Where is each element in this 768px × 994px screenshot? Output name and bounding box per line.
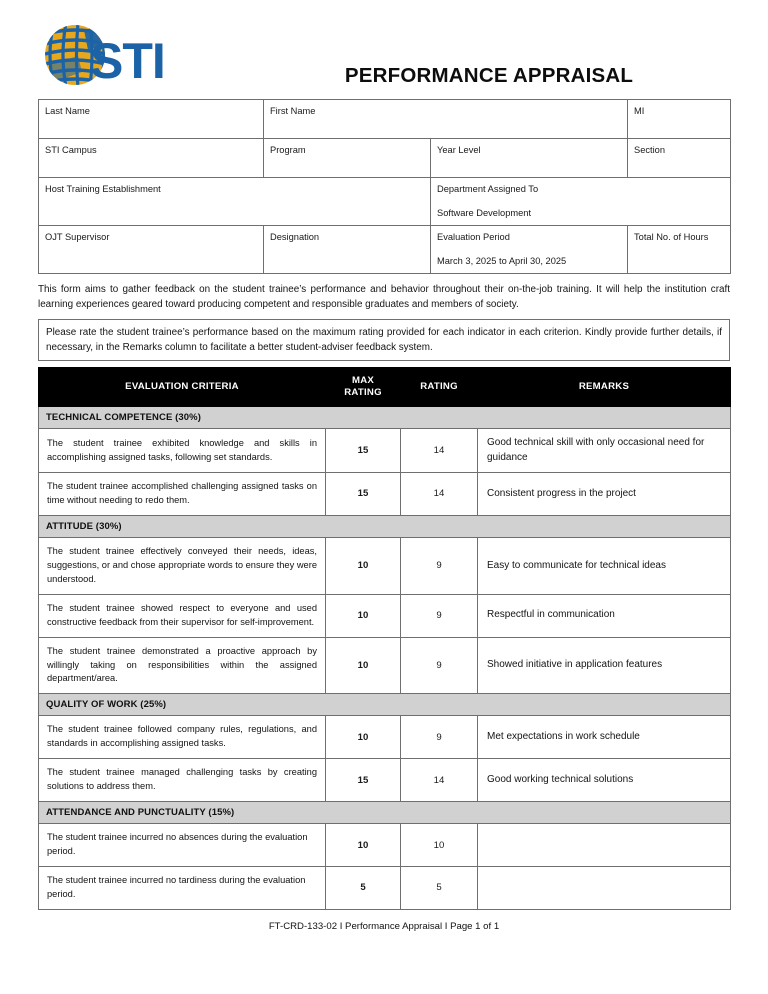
info-cell-designation[interactable] [264, 225, 431, 273]
rating-value[interactable]: 14 [401, 473, 478, 516]
remarks-value[interactable]: Good working technical solutions [478, 759, 731, 802]
evaluation-table-body [39, 407, 731, 910]
instruction-box: Please rate the student trainee’s performance based on the maximum rating provided for each indicator in each criterion. Kindly provide further details, if necessary, in the Remarks column to facilitate a better student-adviser feedback system. [38, 319, 730, 361]
table-row [39, 594, 731, 637]
criteria-text: The student trainee demonstrated a proactive approach by willingly taking on responsibilities within the assigned department/area. [39, 637, 326, 694]
section-header-technical-competence [39, 407, 731, 429]
intro-paragraph: This form aims to gather feedback on the student trainee’s performance and behavior throughout their on-the-job training. It will help the institution craft learning experiences geared toward producing competent and responsible graduates and members of society. [38, 283, 730, 310]
max-rating-line2: RATING [344, 387, 382, 399]
section-title: QUALITY OF WORK (25%) [39, 694, 731, 716]
criteria-text: The student trainee managed challenging tasks by creating solutions to address them. [39, 759, 326, 802]
max-rating-value: 10 [326, 537, 401, 594]
info-label-mi: MI [634, 106, 645, 116]
max-rating-value: 15 [326, 473, 401, 516]
remarks-value[interactable]: Easy to communicate for technical ideas [478, 537, 731, 594]
table-row [39, 759, 731, 802]
evaluation-table [38, 367, 731, 910]
table-row [39, 824, 731, 867]
info-label-designation: Designation [270, 231, 320, 242]
table-row [39, 429, 731, 473]
remarks-value[interactable] [478, 867, 731, 910]
document-header [0, 0, 768, 92]
info-row-supervisor [39, 225, 731, 273]
info-label-host-training-establishment: Host Training Establishment [45, 184, 161, 194]
column-header-remarks: REMARKS [478, 368, 731, 407]
info-label-total-hours: Total No. of Hours [634, 231, 709, 242]
column-header-rating: RATING [401, 368, 478, 407]
criteria-text: The student trainee followed company rules, regulations, and standards in accomplishing assigned tasks. [39, 716, 326, 759]
remarks-value[interactable] [478, 824, 731, 867]
info-row-name [39, 100, 731, 139]
rating-value[interactable]: 5 [401, 867, 478, 910]
info-cell-campus[interactable] [39, 139, 264, 178]
table-row [39, 537, 731, 594]
remarks-value[interactable]: Respectful in communication [478, 594, 731, 637]
criteria-text: The student trainee effectively conveyed their needs, ideas, suggestions, or and chose appropriate words to ensure they were understood. [39, 537, 326, 594]
trainee-info-table [38, 99, 731, 274]
sti-logo-icon [38, 20, 188, 90]
rating-value[interactable]: 9 [401, 637, 478, 694]
rating-value[interactable]: 9 [401, 594, 478, 637]
table-row [39, 867, 731, 910]
max-rating-value: 10 [326, 594, 401, 637]
table-row [39, 637, 731, 694]
criteria-text: The student trainee showed respect to everyone and used constructive feedback from their supervisor for self-improvement. [39, 594, 326, 637]
rating-value[interactable]: 10 [401, 824, 478, 867]
info-cell-ojt-supervisor[interactable] [39, 225, 264, 273]
info-cell-mi[interactable] [628, 100, 731, 139]
info-row-campus [39, 139, 731, 178]
section-header-attendance-punctuality [39, 802, 731, 824]
max-rating-value: 5 [326, 867, 401, 910]
column-header-evaluation-criteria: EVALUATION CRITERIA [39, 368, 326, 407]
info-row-establishment [39, 178, 731, 226]
info-label-program: Program [270, 145, 306, 155]
info-label-department-assigned: Department Assigned To [437, 184, 539, 194]
page-title: PERFORMANCE APPRAISAL [344, 64, 634, 87]
max-rating-value: 15 [326, 759, 401, 802]
table-row [39, 473, 731, 516]
document-footer: FT-CRD-133-02 I Performance Appraisal I Page 1 of 1 [268, 920, 500, 932]
info-label-evaluation-period: Evaluation Period [437, 231, 510, 242]
rating-value[interactable]: 14 [401, 429, 478, 473]
remarks-value[interactable]: Consistent progress in the project [478, 473, 731, 516]
rating-value[interactable]: 14 [401, 759, 478, 802]
remarks-value[interactable]: Showed initiative in application features [478, 637, 731, 694]
table-row [39, 716, 731, 759]
info-label-ojt-supervisor: OJT Supervisor [45, 231, 110, 242]
info-cell-program[interactable] [264, 139, 431, 178]
info-cell-total-hours[interactable] [628, 225, 731, 273]
remarks-value[interactable]: Met expectations in work schedule [478, 716, 731, 759]
info-label-last-name: Last Name [45, 106, 90, 116]
info-cell-last-name[interactable] [39, 100, 264, 139]
info-value-evaluation-period: March 3, 2025 to April 30, 2025 [437, 256, 567, 267]
section-header-attitude [39, 515, 731, 537]
info-cell-year-level[interactable] [431, 139, 628, 178]
max-rating-value: 10 [326, 824, 401, 867]
rating-value[interactable]: 9 [401, 537, 478, 594]
criteria-text: The student trainee incurred no absences during the evaluation period. [39, 824, 326, 867]
section-header-quality-of-work [39, 694, 731, 716]
section-title: ATTITUDE (30%) [39, 515, 731, 537]
max-rating-value: 15 [326, 429, 401, 473]
sti-logo [38, 18, 208, 92]
info-label-campus: STI Campus [45, 145, 97, 155]
info-cell-first-name[interactable] [264, 100, 628, 139]
criteria-text: The student trainee incurred no tardiness during the evaluation period. [39, 867, 326, 910]
page-title-wrap [208, 18, 730, 92]
info-cell-evaluation-period[interactable] [431, 225, 628, 273]
section-title: TECHNICAL COMPETENCE (30%) [39, 407, 731, 429]
info-cell-section[interactable] [628, 139, 731, 178]
info-label-first-name: First Name [270, 106, 316, 116]
column-header-max-rating [326, 368, 401, 407]
info-label-year-level: Year Level [437, 145, 481, 155]
section-title: ATTENDANCE AND PUNCTUALITY (15%) [39, 802, 731, 824]
svg-text:STI: STI [90, 33, 165, 89]
evaluation-table-header [39, 368, 731, 407]
info-value-department-assigned: Software Development [437, 208, 532, 219]
rating-value[interactable]: 9 [401, 716, 478, 759]
info-label-section: Section [634, 145, 666, 155]
criteria-text: The student trainee exhibited knowledge and skills in accomplishing assigned tasks, following set standards. [39, 429, 326, 473]
criteria-text: The student trainee accomplished challenging assigned tasks on time without needing to redo them. [39, 473, 326, 516]
info-cell-department-assigned[interactable] [431, 178, 731, 226]
max-rating-value: 10 [326, 637, 401, 694]
remarks-value[interactable]: Good technical skill with only occasional need for guidance [478, 429, 731, 473]
max-rating-line1: MAX [351, 375, 375, 387]
info-cell-host-training-establishment[interactable] [39, 178, 431, 226]
max-rating-value: 10 [326, 716, 401, 759]
